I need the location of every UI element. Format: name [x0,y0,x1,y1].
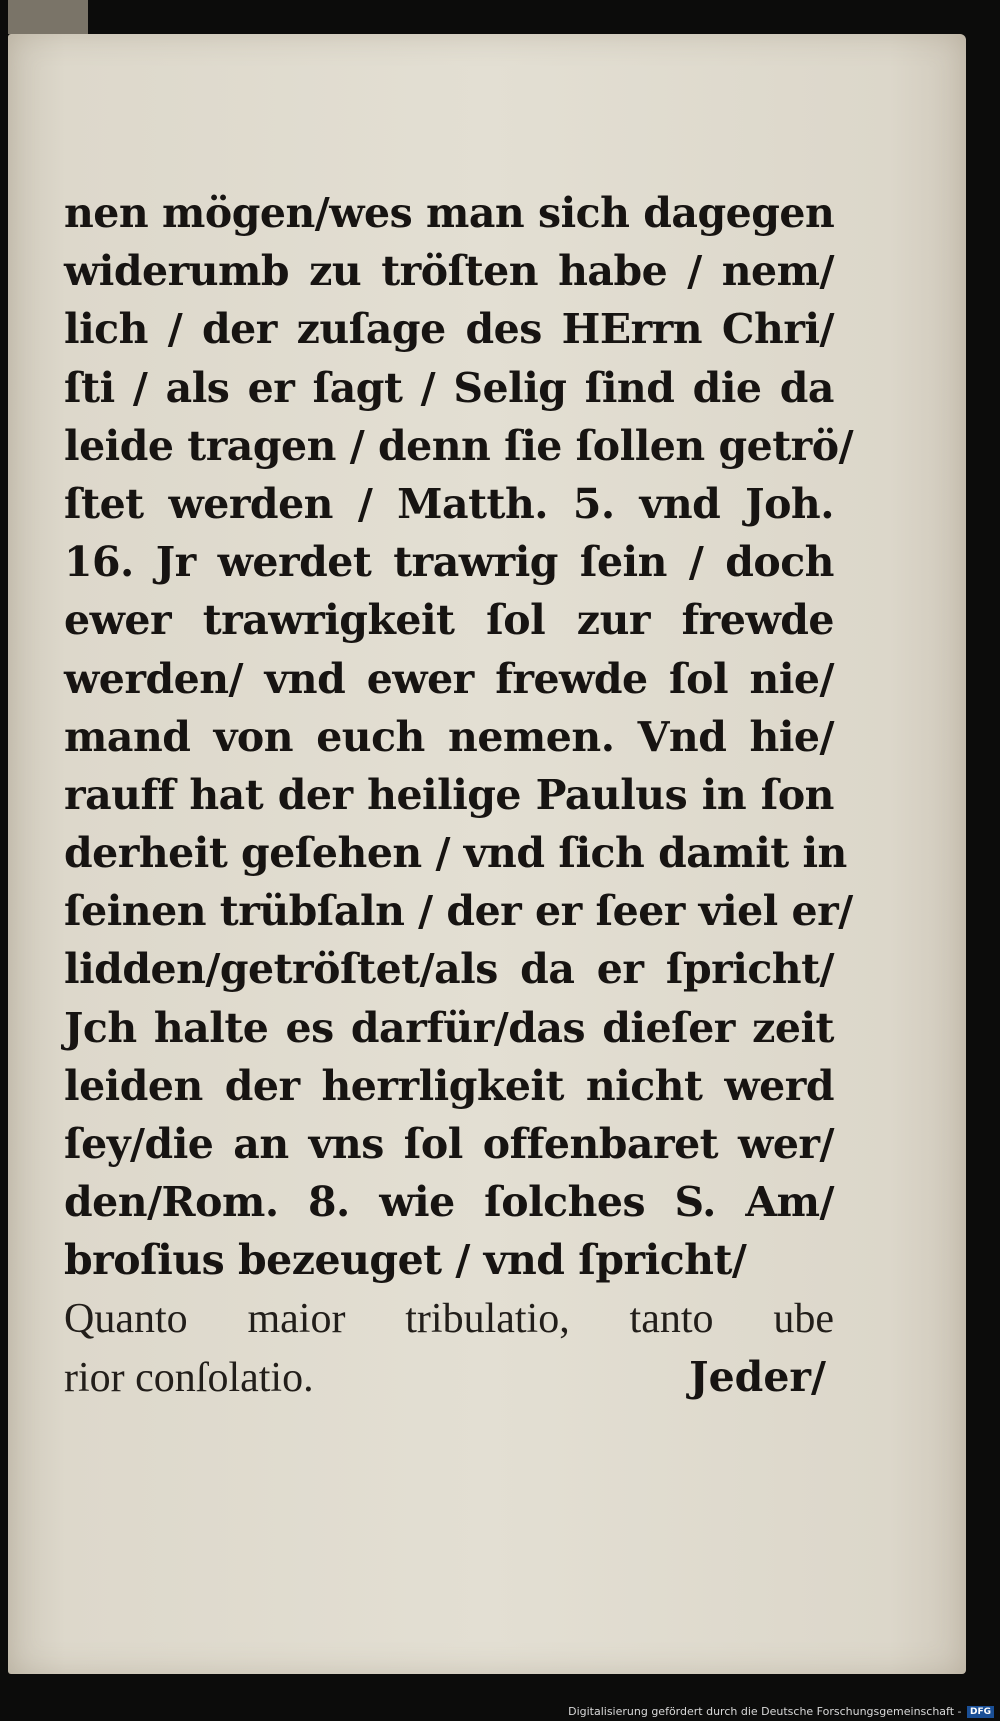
text-line: ewer trawrigkeit ſol zur frewde [64,596,834,645]
credit-text: Digitalisierung gefördert durch die Deutsche Forschungsgemeinschaft - [568,1705,962,1718]
text-line: ſti / als er ſagt / Selig ſind die da [64,363,834,412]
text-line: 16. Jr werdet trawrig ſein / doch [64,538,834,587]
text-line: den/Rom. 8. wie ſolches S. Am/ [64,1178,834,1227]
text-line: broſius bezeuget / vnd ſpricht/ [64,1236,747,1285]
latin-quote-line: rior conſolatio. [64,1354,314,1401]
digitization-credit [568,1705,994,1718]
text-line: leiden der herrligkeit nicht werd [64,1061,834,1110]
final-row [64,1348,834,1406]
text-line: nen mögen/wes man sich dagegen [64,189,835,237]
text-line: lidden/getröſtet/als da er ſpricht/ [64,945,834,994]
text-line: rauff hat der heilige Paulus in ſon [64,770,834,819]
text-line: ſeinen trübſaln / der er ſeer viel er/ [64,887,853,936]
dfg-logo: DFG [967,1706,994,1718]
book-page [8,34,966,1674]
text-line: derheit geſehen / vnd ſich damit in [64,829,847,878]
text-line: lich / der zuſage des HErrn Chri/ [64,305,834,354]
text-line: ſtet werden / Matth. 5. vnd Joh. [64,479,834,528]
text-line: werden/ vnd ewer frewde ſol nie/ [64,654,834,703]
latin-quote-line: Quanto maior tribulatio, tanto ube [64,1295,834,1342]
text-line: Jch halte es darfür/das dieſer zeit [64,1003,834,1052]
page-text [64,184,854,1406]
text-line: leide tragen / denn ſie ſollen getrö/ [64,421,854,470]
catchword: Jeder/ [689,1352,826,1401]
text-line: mand von euch nemen. Vnd hie/ [64,712,834,761]
page-edge [8,0,88,34]
text-line: widerumb zu tröſten habe / nem/ [64,247,834,296]
text-line: ſey/die an vns ſol offenbaret wer/ [64,1120,834,1168]
